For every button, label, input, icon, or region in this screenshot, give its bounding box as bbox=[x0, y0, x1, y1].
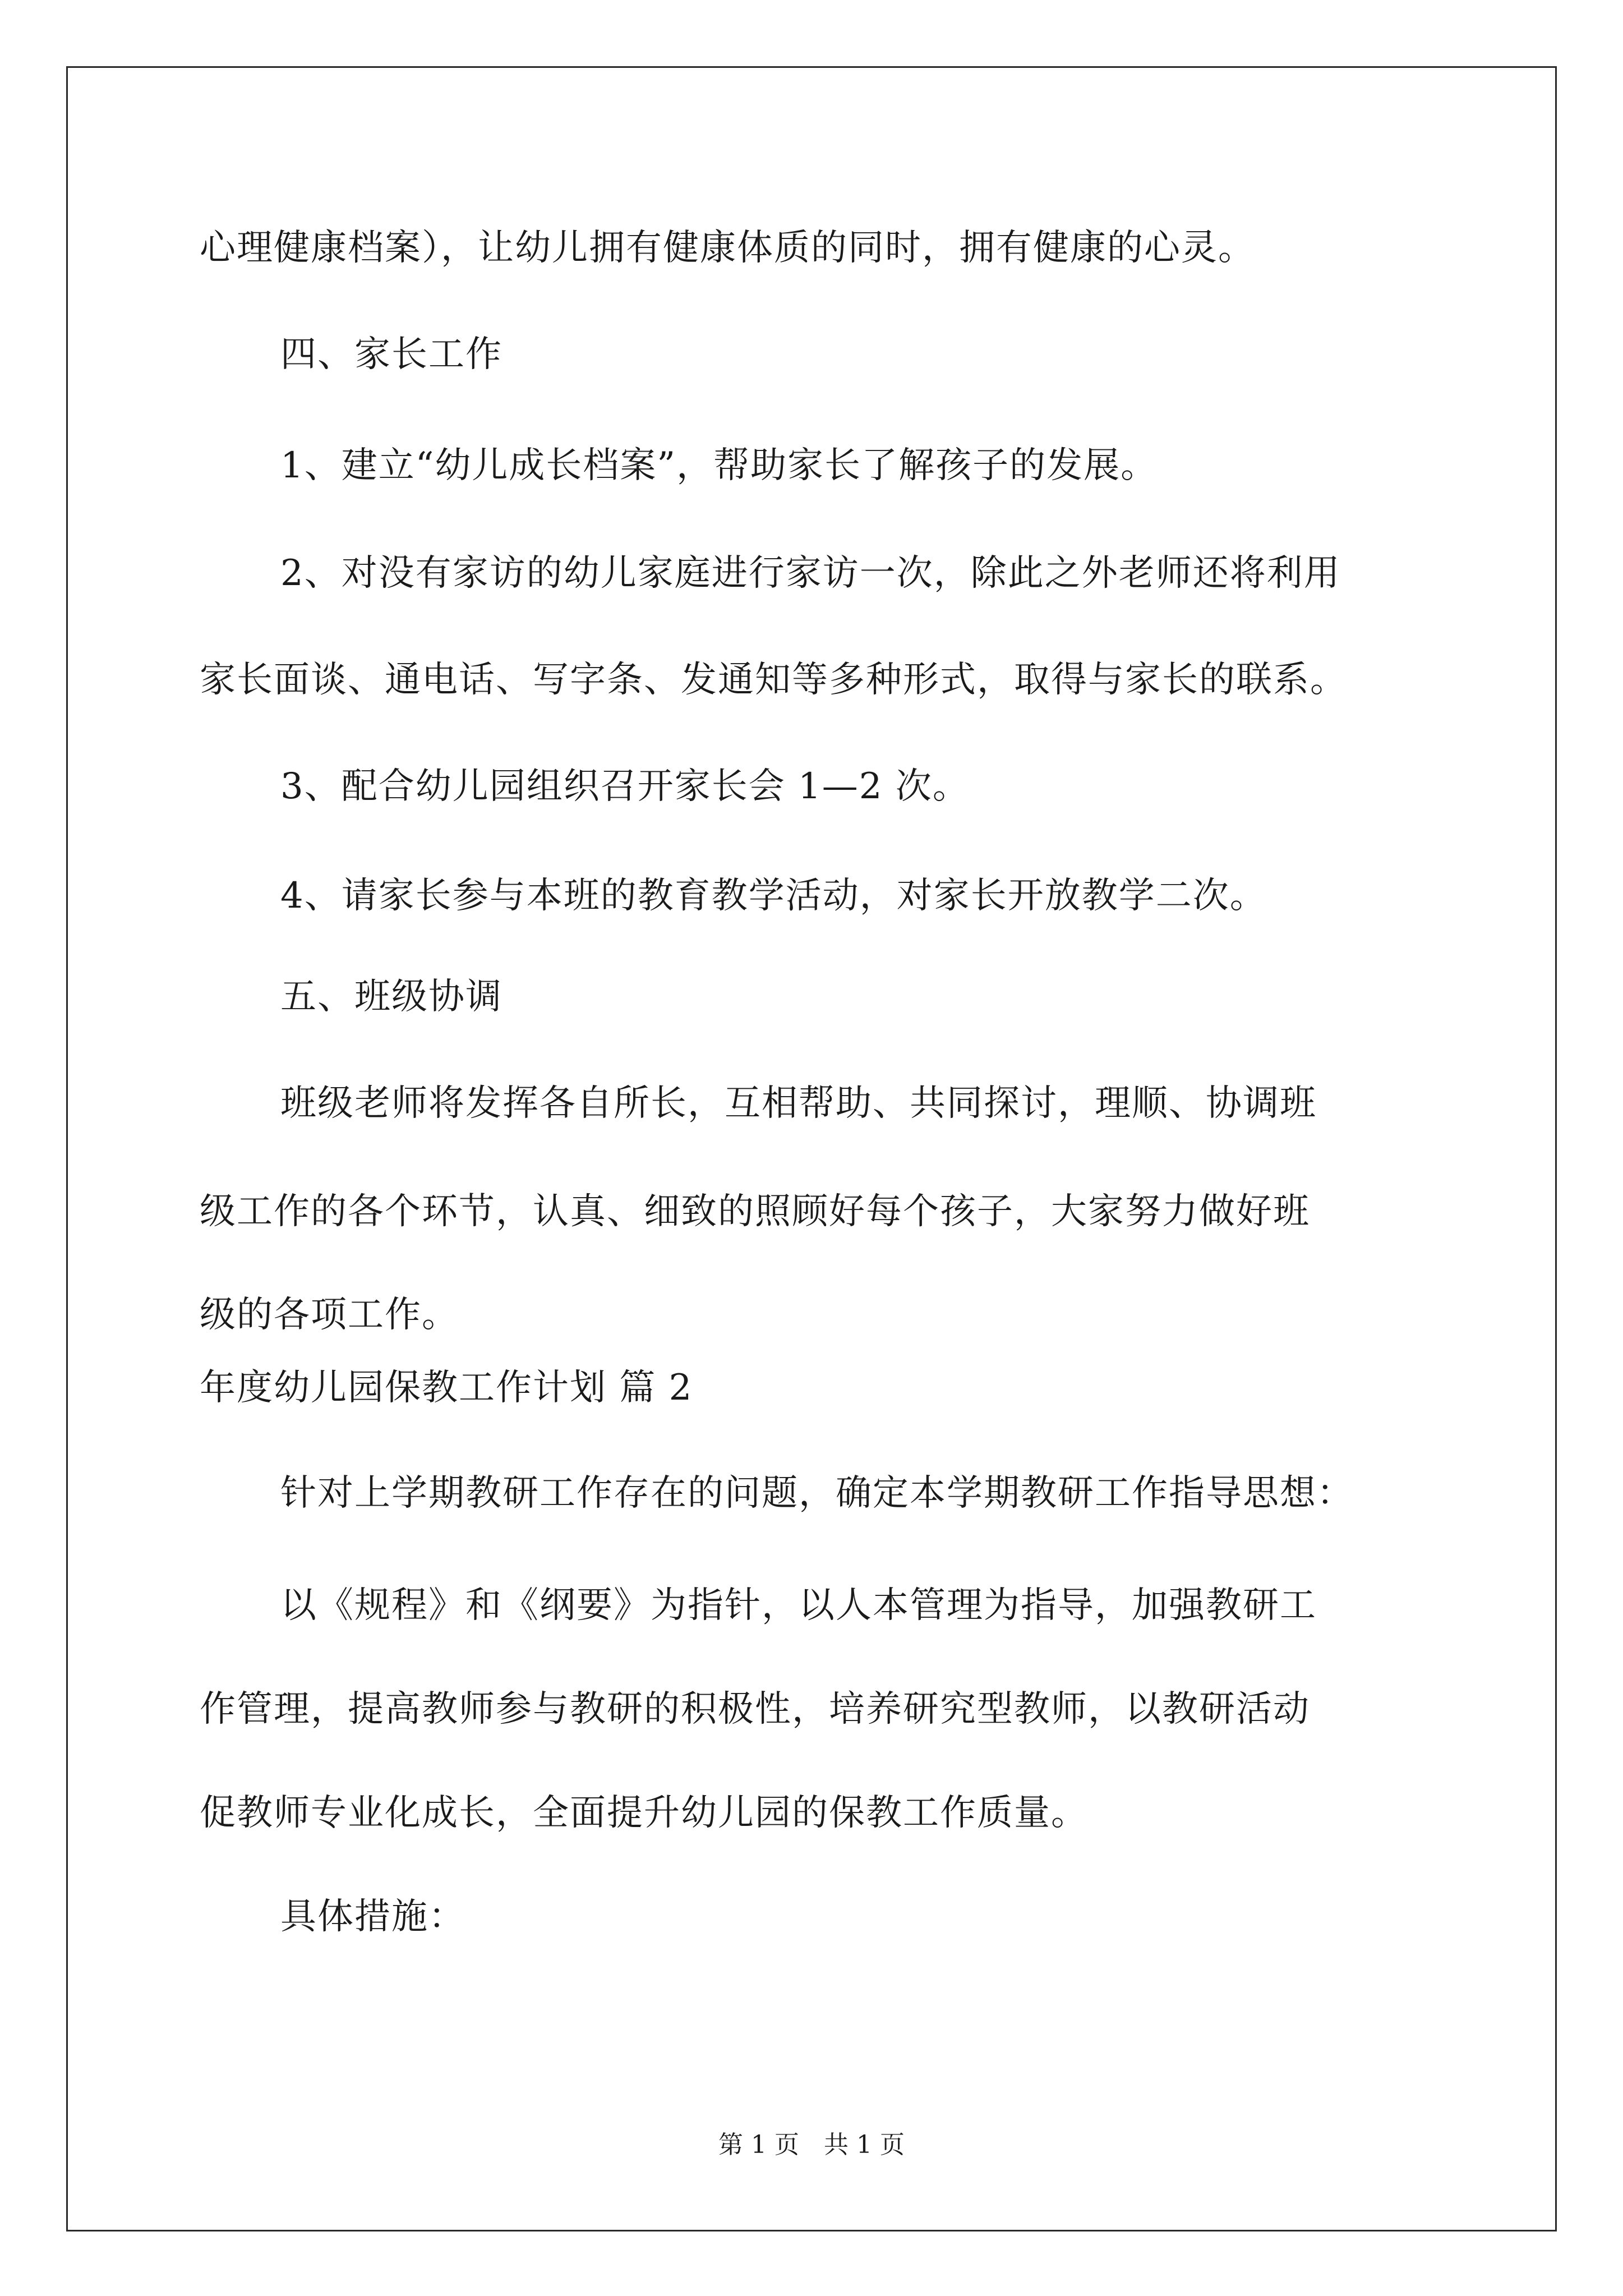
article-title: 年度幼儿园保教工作计划 篇 2 bbox=[200, 1367, 693, 1409]
section-heading: 五、班级协调 bbox=[280, 976, 502, 1018]
text-line: 以《规程》和《纲要》为指针，以人本管理为指导，加强教研工 bbox=[280, 1585, 1317, 1626]
text-line: 具体措施： bbox=[280, 1896, 465, 1938]
text-line: 2、对没有家访的幼儿家庭进行家访一次，除此之外老师还将利用 bbox=[280, 553, 1341, 594]
text-line: 4、请家长参与本班的教育教学活动，对家长开放教学二次。 bbox=[280, 875, 1267, 917]
section-heading: 四、家长工作 bbox=[280, 334, 502, 375]
text-line: 3、配合幼儿园组织召开家长会 1—2 次。 bbox=[280, 766, 970, 807]
text-line: 心理健康档案），让幼儿拥有健康体质的同时，拥有健康的心灵。 bbox=[200, 227, 1255, 269]
text-line: 针对上学期教研工作存在的问题，确定本学期教研工作指导思想： bbox=[280, 1473, 1354, 1514]
text-line: 1、建立“幼儿成长档案”，帮助家长了解孩子的发展。 bbox=[280, 445, 1158, 486]
text-line: 作管理，提高教师参与教研的积极性，培养研究型教师，以教研活动 bbox=[200, 1688, 1310, 1730]
text-line: 级的各项工作。 bbox=[200, 1294, 459, 1336]
text-line: 家长面谈、通电话、写字条、发通知等多种形式，取得与家长的联系。 bbox=[200, 659, 1347, 701]
text-line: 促教师专业化成长，全面提升幼儿园的保教工作质量。 bbox=[200, 1792, 1088, 1834]
text-line: 班级老师将发挥各自所长，互相帮助、共同探讨，理顺、协调班 bbox=[280, 1083, 1317, 1124]
text-line: 级工作的各个环节，认真、细致的照顾好每个孩子，大家努力做好班 bbox=[200, 1191, 1310, 1232]
page-footer: 第 1 页 共 1 页 bbox=[718, 2131, 905, 2159]
